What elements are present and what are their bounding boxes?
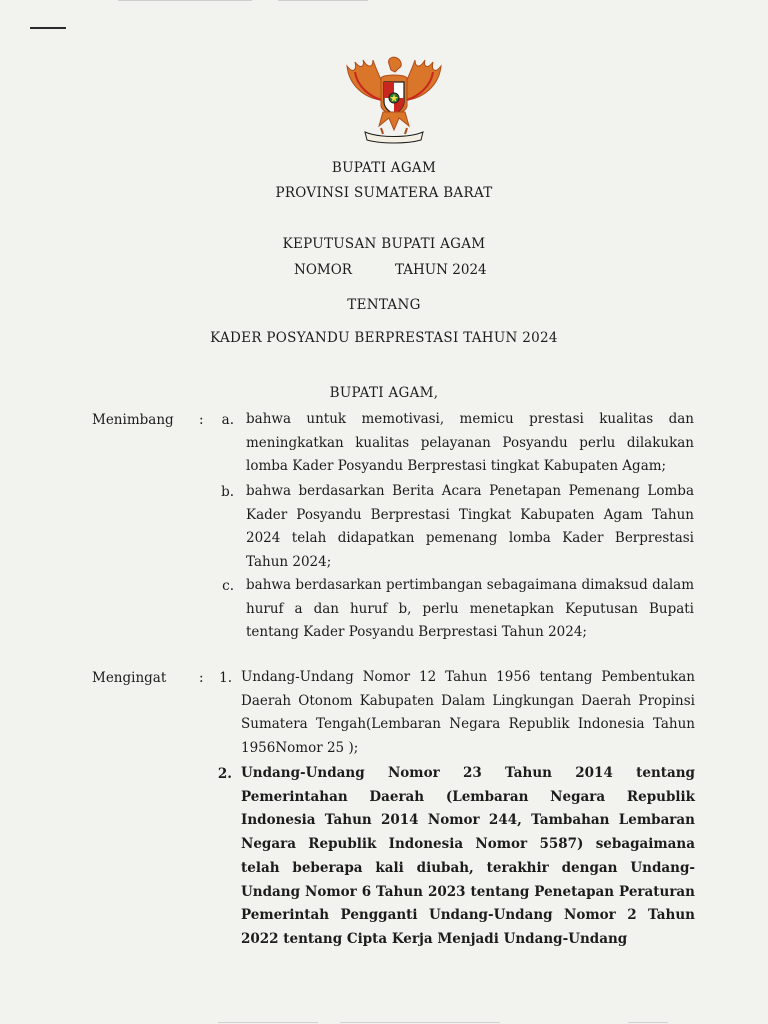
mengingat-colon: : <box>199 670 204 686</box>
garuda-left-wing <box>347 60 383 100</box>
mengingat-item-1: Undang-Undang Nomor 12 Tahun 1956 tentang Pembentukan Daerah Otonom Kabupaten Dalam Lingkungan Daerah Propinsi Sumatera Tengah(Lembaran Negara Republik Indonesia Tahun 1956Nomor 25 ); <box>241 669 695 757</box>
mengingat-item-2: Undang-Undang Nomor 23 Tahun 2014 tentang Pemerintahan Daerah (Lembaran Negara Republik Indonesia Tahun 2014 Nomor 244, Tambahan Lembaran Negara Republik Indonesia Nomor 5587) sebagaimana telah beberapa kali diubah, terakhir dengan Undang-Undang Nomor 6 Tahun 2023 tentang Penetapan Peraturan Pemerintah Pengganti Undang-Undang Nomor 2 Tahun 2022 tentang Cipta Kerja Menjadi Undang-Undang <box>241 765 695 947</box>
header-provinsi: PROVINSI SUMATERA BARAT <box>275 185 493 201</box>
garuda-ribbon <box>365 132 423 143</box>
mengingat-marker-2: 2. <box>217 766 232 782</box>
scan-edge-line <box>218 1022 318 1023</box>
menimbang-item-c: bahwa berdasarkan pertimbangan sebagaimana dimaksud dalam huruf a dan huruf b, perlu menetapkan Keputusan Bupati tentang Kader Posyandu Berprestasi Tahun 2024; <box>246 577 694 641</box>
garuda-head <box>389 57 402 72</box>
garuda-shield <box>384 82 404 114</box>
decree-title: KEPUTUSAN BUPATI AGAM <box>282 236 486 252</box>
scan-edge-line <box>340 1022 500 1023</box>
scan-edge-line <box>628 1022 668 1023</box>
menimbang-label: Menimbang <box>92 412 174 428</box>
issuer-heading: BUPATI AGAM, <box>329 385 439 401</box>
decree-subject: KADER POSYANDU BERPRESTASI TAHUN 2024 <box>210 330 558 346</box>
garuda-tail <box>379 112 409 130</box>
menimbang-item-b: bahwa berdasarkan Berita Acara Penetapan Pemenang Lomba Kader Posyandu Berprestasi Tingkat Kabupaten Agam Tahun 2024 telah didapatkan pemenang lomba Kader Berprestasi Tahun 2024; <box>246 483 694 571</box>
tentang-heading: TENTANG <box>347 297 421 313</box>
nomor-label: NOMOR <box>294 262 352 278</box>
menimbang-item-a: bahwa untuk memotivasi, memicu prestasi kualitas dan meningkatkan kualitas pelayanan Posyandu perlu dilakukan lomba Kader Posyandu Berprestasi tingkat Kabupaten Agam; <box>246 411 694 475</box>
page-mark <box>30 27 66 29</box>
menimbang-colon: : <box>199 412 204 428</box>
scan-edge-line <box>118 0 252 1</box>
menimbang-marker-c: c. <box>222 578 234 594</box>
menimbang-marker-b: b. <box>221 484 234 500</box>
header-bupati: BUPATI AGAM <box>331 160 437 176</box>
mengingat-marker-1: 1. <box>219 670 232 686</box>
scan-edge-line <box>278 0 368 1</box>
tahun-label: TAHUN 2024 <box>395 262 487 278</box>
garuda-right-wing <box>405 60 441 100</box>
mengingat-label: Mengingat <box>92 670 167 686</box>
garuda-emblem-icon <box>343 56 445 144</box>
menimbang-marker-a: a. <box>221 412 234 428</box>
